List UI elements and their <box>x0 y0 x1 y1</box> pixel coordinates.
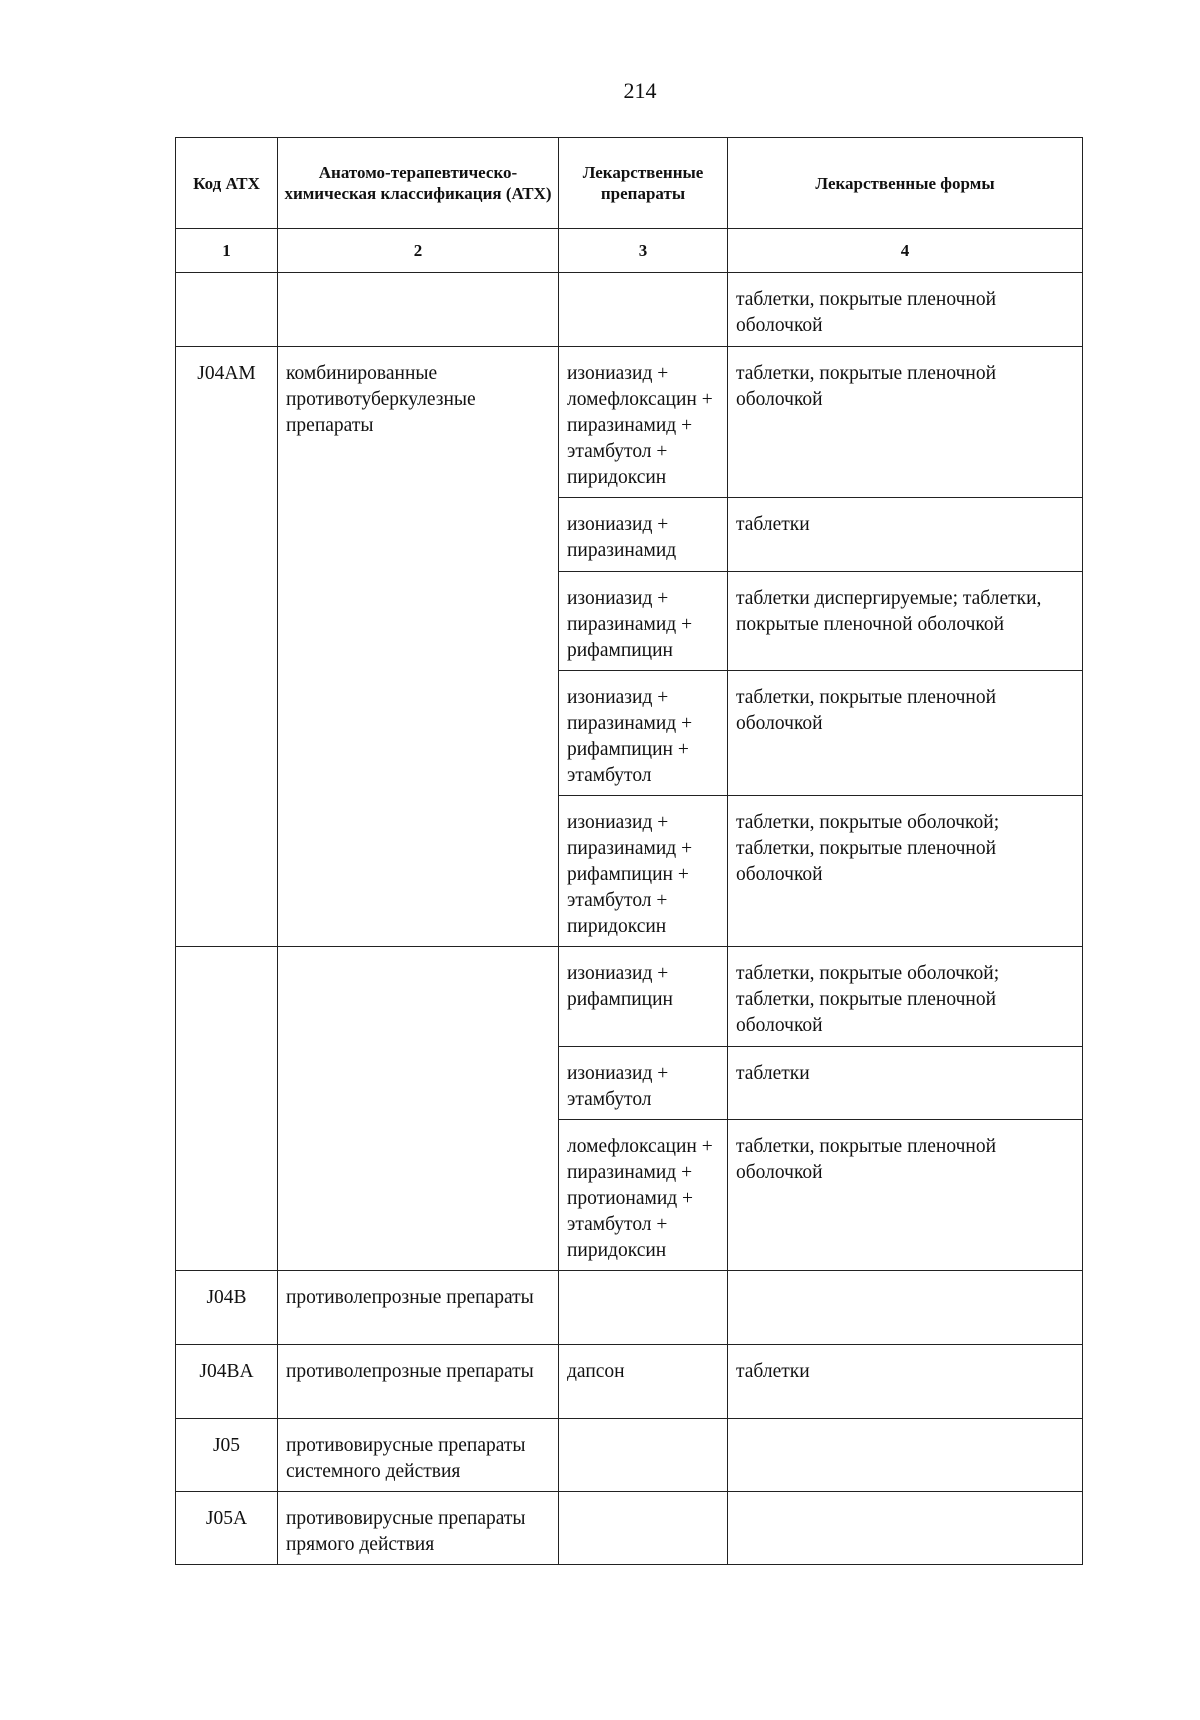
cell-classification <box>278 273 559 347</box>
cell-code: J05A <box>176 1492 278 1565</box>
cell-drug: изониазид + этамбутол <box>559 1047 728 1120</box>
table-row <box>176 1271 1083 1345</box>
column-number: 4 <box>728 229 1083 273</box>
cell-forms: таблетки, покрытые пленочной оболочкой <box>728 671 1083 796</box>
table-row <box>176 1492 1083 1565</box>
column-number: 3 <box>559 229 728 273</box>
cell-forms: таблетки, покрытые пленочной оболочкой <box>728 1120 1083 1271</box>
header-code: Код АТХ <box>176 138 278 229</box>
table-row <box>176 347 1083 498</box>
cell-forms: таблетки, покрытые оболочкой; таблетки, покрытые пленочной оболочкой <box>728 947 1083 1047</box>
cell-forms: таблетки, покрытые оболочкой; таблетки, покрытые пленочной оболочкой <box>728 796 1083 947</box>
cell-drug: изониазид + пиразинамид + рифампицин <box>559 572 728 671</box>
cell-forms: таблетки <box>728 1047 1083 1120</box>
cell-forms: таблетки <box>728 498 1083 572</box>
cell-code <box>176 947 278 1271</box>
page-number: 214 <box>623 78 657 103</box>
cell-drug: изониазид + пиразинамид <box>559 498 728 572</box>
cell-drug <box>559 1492 728 1565</box>
table-row <box>176 273 1083 347</box>
cell-forms: таблетки, покрытые пленочной оболочкой <box>728 347 1083 498</box>
table-row <box>176 947 1083 1047</box>
cell-forms: таблетки, покрытые пленочной оболочкой <box>728 273 1083 347</box>
column-number-row <box>176 229 1083 273</box>
header-classification: Анатомо-терапевтическо-химическая классификация (АТХ) <box>278 138 559 229</box>
cell-drug <box>559 1271 728 1345</box>
cell-forms: таблетки диспергируемые; таблетки, покрытые пленочной оболочкой <box>728 572 1083 671</box>
cell-classification: противовирусные препараты прямого действия <box>278 1492 559 1565</box>
table-row <box>176 1345 1083 1419</box>
cell-drug <box>559 273 728 347</box>
atc-table <box>175 137 1083 1565</box>
cell-drug: ломефлоксацин + пиразинамид + протионамид + этамбутол + пиридоксин <box>559 1120 728 1271</box>
cell-drug: изониазид + пиразинамид + рифампицин + этамбутол + пиридоксин <box>559 796 728 947</box>
cell-code: J04AM <box>176 347 278 947</box>
header-row <box>176 138 1083 229</box>
cell-forms <box>728 1271 1083 1345</box>
cell-drug: дапсон <box>559 1345 728 1419</box>
header-drugs: Лекарственные препараты <box>559 138 728 229</box>
table-row <box>176 1419 1083 1492</box>
cell-drug: изониазид + ломефлоксацин + пиразинамид + этамбутол + пиридоксин <box>559 347 728 498</box>
header-forms: Лекарственные формы <box>728 138 1083 229</box>
cell-forms <box>728 1419 1083 1492</box>
cell-drug: изониазид + рифампицин <box>559 947 728 1047</box>
column-number: 2 <box>278 229 559 273</box>
cell-classification: противолепрозные препараты <box>278 1345 559 1419</box>
cell-classification: комбинированные противотуберкулезные препараты <box>278 347 559 947</box>
cell-classification: противовирусные препараты системного действия <box>278 1419 559 1492</box>
cell-code: J04B <box>176 1271 278 1345</box>
cell-code: J04BA <box>176 1345 278 1419</box>
cell-forms: таблетки <box>728 1345 1083 1419</box>
cell-code: J05 <box>176 1419 278 1492</box>
cell-classification: противолепрозные препараты <box>278 1271 559 1345</box>
cell-classification <box>278 947 559 1271</box>
cell-forms <box>728 1492 1083 1565</box>
cell-code <box>176 273 278 347</box>
cell-drug <box>559 1419 728 1492</box>
cell-drug: изониазид + пиразинамид + рифампицин + этамбутол <box>559 671 728 796</box>
column-number: 1 <box>176 229 278 273</box>
